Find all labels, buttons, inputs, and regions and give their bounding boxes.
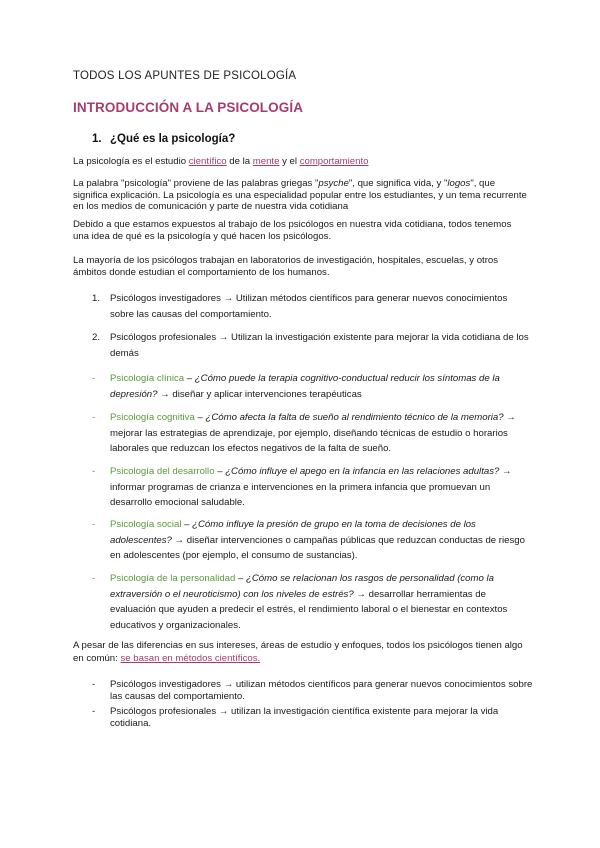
field-name: Psicología cognitiva — [110, 412, 195, 423]
definition-text: La psicología es el estudio — [73, 156, 189, 167]
list-marker: - — [92, 706, 96, 717]
link-mente[interactable]: mente — [252, 156, 280, 167]
list-item-text: Psicólogos investigadores → utilizan métodos científicos para generar nuevos conocimientos sobre las causas del comportamiento. — [110, 679, 533, 702]
field-question: – ¿Cómo afecta la falta de sueño al rendimiento técnico de la memoria? — [194, 412, 504, 423]
common-text: A pesar de las diferencias en sus intereses, áreas de estudio y enfoques, todos los psicólogos tienen algo en común: — [73, 640, 523, 664]
etymology-paragraph — [73, 178, 528, 213]
list-marker: - — [92, 373, 96, 384]
field-question: – ¿Cómo influye el apego en la infancia en las relaciones adultas? — [214, 466, 500, 477]
field-application: → desarrollar herramientas de evaluación que ayuden a predecir el estrés, el rendimiento laboral o el bienestar en contextos educativos y organizacionales. — [110, 588, 508, 631]
section-number: 1. — [92, 133, 102, 145]
field-item — [92, 371, 532, 403]
list-item — [92, 291, 532, 323]
list-marker: 2. — [92, 332, 101, 343]
etymology-term: logos — [447, 178, 471, 189]
section-heading — [92, 133, 235, 145]
list-item-text: Psicólogos profesionales → utilizan la investigación científica existente para mejorar la vida cotidiana. — [110, 706, 499, 729]
field-item — [92, 464, 532, 512]
list-marker: - — [92, 573, 96, 584]
field-item — [92, 410, 532, 458]
list-marker: 1. — [92, 293, 101, 304]
field-application: → diseñar y aplicar intervenciones terapéuticas — [157, 388, 362, 400]
list-item-text: Psicólogos investigadores → Utilizan métodos científicos para generar nuevos conocimientos sobre las causas del comportamiento. — [110, 293, 508, 320]
list-item — [92, 330, 532, 362]
list-item-text: Psicólogos profesionales → Utilizan la investigación existente para mejorar la vida cotidiana de los demás — [110, 332, 529, 359]
field-application: → diseñar intervenciones o campañas públicas que reduzcan conductas de riesgo en adolescentes (por ejemplo, el consumo de sustancias). — [110, 534, 525, 561]
etymology-text: La palabra "psicología" proviene de las palabras griegas " — [73, 178, 319, 189]
definition-paragraph — [73, 156, 528, 168]
list-item — [92, 706, 537, 730]
document-header: TODOS LOS APUNTES DE PSICOLOGÍA — [73, 70, 297, 82]
list-marker: - — [92, 679, 96, 690]
link-metodos-cientificos[interactable]: se basan en métodos científicos. — [120, 652, 261, 664]
link-comportamiento[interactable]: comportamiento — [299, 156, 369, 167]
list-marker: - — [92, 519, 96, 530]
field-question: – ¿Cómo influye la presión de grupo en la toma de decisiones de los adolescentes? — [110, 519, 476, 546]
field-application: → informar programas de crianza e intervenciones en la primera infancia que promuevan un desarrollo emocional saludable. — [110, 466, 512, 508]
field-name: Psicología social — [110, 519, 182, 530]
field-item — [92, 517, 532, 565]
field-application: → mejorar las estrategias de aprendizaje, por ejemplo, diseñando técnicas de estudio o horarios laborales que reduzcan los efectos negativos de la falta de sueño. — [110, 412, 516, 454]
exposed-paragraph: Debido a que estamos expuestos al trabajo de los psicólogos en nuestra vida cotidiana, todos tenemos una idea de qué es la psicología y qué hacen los psicólogos. — [73, 219, 512, 242]
document-title: INTRODUCCIÓN A LA PSICOLOGÍA — [73, 100, 304, 115]
field-name: Psicología del desarrollo — [110, 466, 215, 477]
field-name: Psicología clínica — [110, 373, 185, 384]
etymology-term: psyche — [318, 178, 349, 189]
field-question: – ¿Cómo se relacionan los rasgos de personalidad (como la extraversión o el neuroticismo) con los niveles de estrés? — [110, 573, 494, 600]
etymology-text: ", que significa explicación. La psicología es una especialidad popular entre los estudiantes, y un tema recurrente en los medios de comunicación y parte de nuestra vida cotidiana — [73, 178, 527, 212]
work-paragraph: La mayoría de los psicólogos trabajan en laboratorios de investigación, hospitales, escuelas, y otros ámbitos donde estudian el comportamiento de los humanos. — [73, 255, 499, 278]
link-cientifico[interactable]: científico — [188, 156, 227, 167]
definition-text: de la — [226, 156, 253, 167]
definition-text: y el — [279, 156, 300, 167]
list-marker: - — [92, 412, 96, 423]
field-item — [92, 571, 532, 635]
etymology-text: ", que significa vida, y " — [348, 178, 448, 189]
common-paragraph — [73, 640, 528, 665]
field-question: – ¿Cómo puede la terapia cognitivo-conductual reducir los síntomas de la depresión? — [110, 373, 500, 400]
section-heading-text: ¿Qué es la psicología? — [110, 133, 236, 145]
list-marker: - — [92, 466, 96, 477]
list-item — [92, 679, 537, 703]
field-name: Psicología de la personalidad — [110, 573, 236, 584]
